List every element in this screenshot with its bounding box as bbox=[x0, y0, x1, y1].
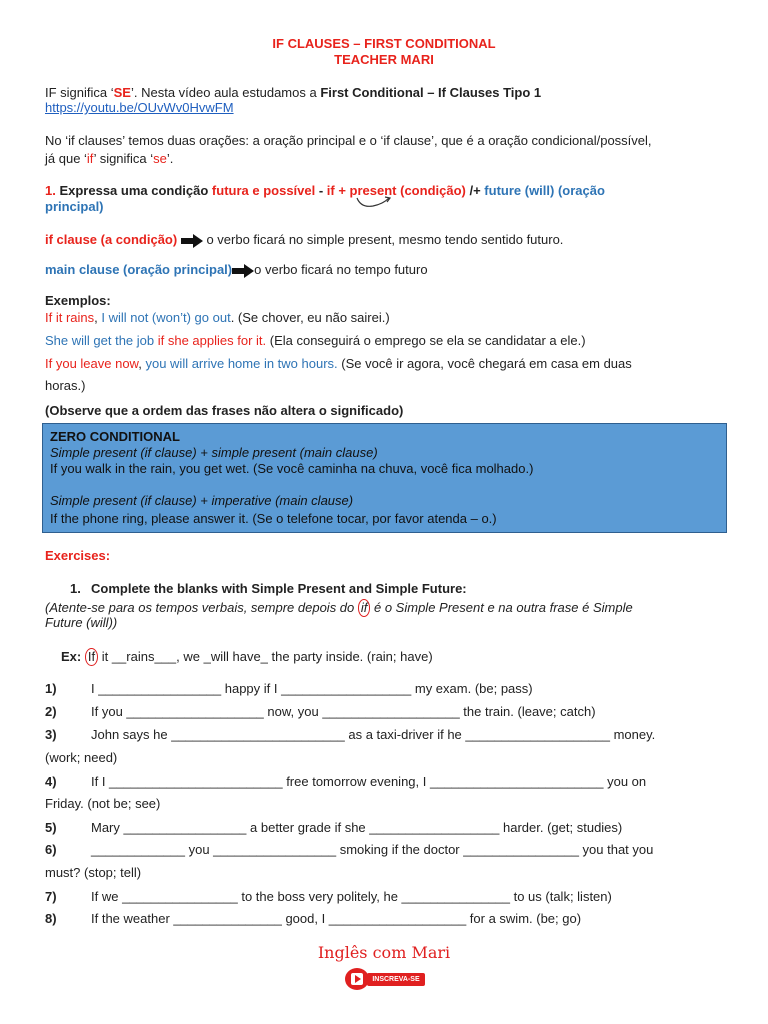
exercise-row: If we ________________ to the boss very politely, he _______________ to us (talk; listen) bbox=[91, 889, 612, 904]
exercises-heading: Exercises: bbox=[45, 548, 111, 563]
row-number: 1) bbox=[45, 681, 57, 696]
exercise-row-cont: Friday. (not be; see) bbox=[45, 796, 161, 811]
youtube-icon bbox=[345, 968, 369, 990]
zero-example-2: If the phone ring, please answer it. (Se o telefone tocar, por favor atenda – o.) bbox=[50, 511, 497, 526]
exercise-row: _____________ you _________________ smoking if the doctor ________________ you that you bbox=[91, 842, 654, 857]
intro-paragraph-1: IF significa ‘SE’. Nesta vídeo aula estudamos a First Conditional – If Clauses Tipo 1 bbox=[45, 85, 542, 100]
row-number: 5) bbox=[45, 820, 57, 835]
example-2: She will get the job if she applies for it. (Ela conseguirá o emprego se ela se candidatar a ele.) bbox=[45, 333, 586, 348]
page-subtitle: TEACHER MARI bbox=[334, 52, 434, 67]
exercise-row: If you ___________________ now, you ___________________ the train. (leave; catch) bbox=[91, 704, 596, 719]
subscribe-button[interactable] bbox=[345, 968, 427, 990]
intro-paragraph-2-line2: já que ‘if’ significa ‘se’. bbox=[45, 151, 174, 166]
curved-arrow-icon bbox=[353, 194, 395, 210]
exercise-note: (Atente-se para os tempos verbais, sempre depois do if é o Simple Present e na outra frase é Simple bbox=[45, 600, 633, 615]
zero-title: ZERO CONDITIONAL bbox=[50, 429, 180, 444]
example-sentence: Ex: If it __rains___, we _will have_ the party inside. (rain; have) bbox=[61, 649, 433, 664]
exercise-row-cont: must? (stop; tell) bbox=[45, 865, 142, 880]
rule-line: 1. Expressa uma condição futura e possível - if + present (condição) /+ future (will) (oração bbox=[45, 183, 605, 198]
zero-conditional-box bbox=[42, 423, 727, 533]
exercise-row-cont: (work; need) bbox=[45, 750, 118, 765]
example-1: If it rains, I will not (won’t) go out. (Se chover, eu não sairei.) bbox=[45, 310, 390, 325]
exercise-row: Mary _________________ a better grade if she __________________ harder. (get; studies) bbox=[91, 820, 623, 835]
example-3-line2: horas.) bbox=[45, 378, 86, 393]
examples-heading: Exemplos: bbox=[45, 293, 111, 308]
zero-formula-2: Simple present (if clause) + imperative (main clause) bbox=[50, 493, 354, 508]
row-number: 4) bbox=[45, 774, 57, 789]
right-arrow-icon bbox=[232, 264, 254, 278]
row-number: 7) bbox=[45, 889, 57, 904]
main-clause-line: main clause (oração principal) o verbo ficará no tempo futuro bbox=[45, 262, 428, 277]
example-3: If you leave now, you will arrive home in two hours. (Se você ir agora, você chegará em casa em duas bbox=[45, 356, 632, 371]
exercise-row: If I ________________________ free tomorrow evening, I ________________________ you on bbox=[91, 774, 647, 789]
zero-example-1: If you walk in the rain, you get wet. (Se você caminha na chuva, você fica molhado.) bbox=[50, 461, 534, 476]
zero-formula-1: Simple present (if clause) + simple present (main clause) bbox=[50, 445, 378, 460]
exercise-row: I _________________ happy if I __________________ my exam. (be; pass) bbox=[91, 681, 533, 696]
exercise-row: John says he ________________________ as a taxi-driver if he ____________________ money. bbox=[91, 727, 656, 742]
row-number: 2) bbox=[45, 704, 57, 719]
if-clause-line: if clause (a condição) o verbo ficará no simple present, mesmo tendo sentido futuro. bbox=[45, 232, 564, 247]
exercise-note-line2: Future (will)) bbox=[45, 615, 118, 630]
row-number: 3) bbox=[45, 727, 57, 742]
subscribe-label: INSCREVA-SE bbox=[367, 973, 425, 986]
page-title: IF CLAUSES – FIRST CONDITIONAL bbox=[272, 36, 496, 51]
intro-paragraph-2: No ‘if clauses’ temos duas orações: a oração principal e o ‘if clause’, que é a oração condicional/possível, bbox=[45, 133, 652, 148]
youtube-link[interactable]: https://youtu.be/OUvWv0HvwFM bbox=[45, 100, 234, 115]
exercise-1-number: 1. bbox=[70, 581, 81, 596]
rule-line-2: principal) bbox=[45, 199, 104, 214]
brand-title: Inglês com Mari bbox=[317, 943, 451, 962]
order-note: (Observe que a ordem das frases não altera o significado) bbox=[45, 403, 404, 418]
exercise-1-title: Complete the blanks with Simple Present and Simple Future: bbox=[91, 581, 467, 596]
right-arrow-icon bbox=[181, 234, 203, 248]
row-number: 8) bbox=[45, 911, 57, 926]
row-number: 6) bbox=[45, 842, 57, 857]
exercise-row: If the weather _______________ good, I ___________________ for a swim. (be; go) bbox=[91, 911, 582, 926]
